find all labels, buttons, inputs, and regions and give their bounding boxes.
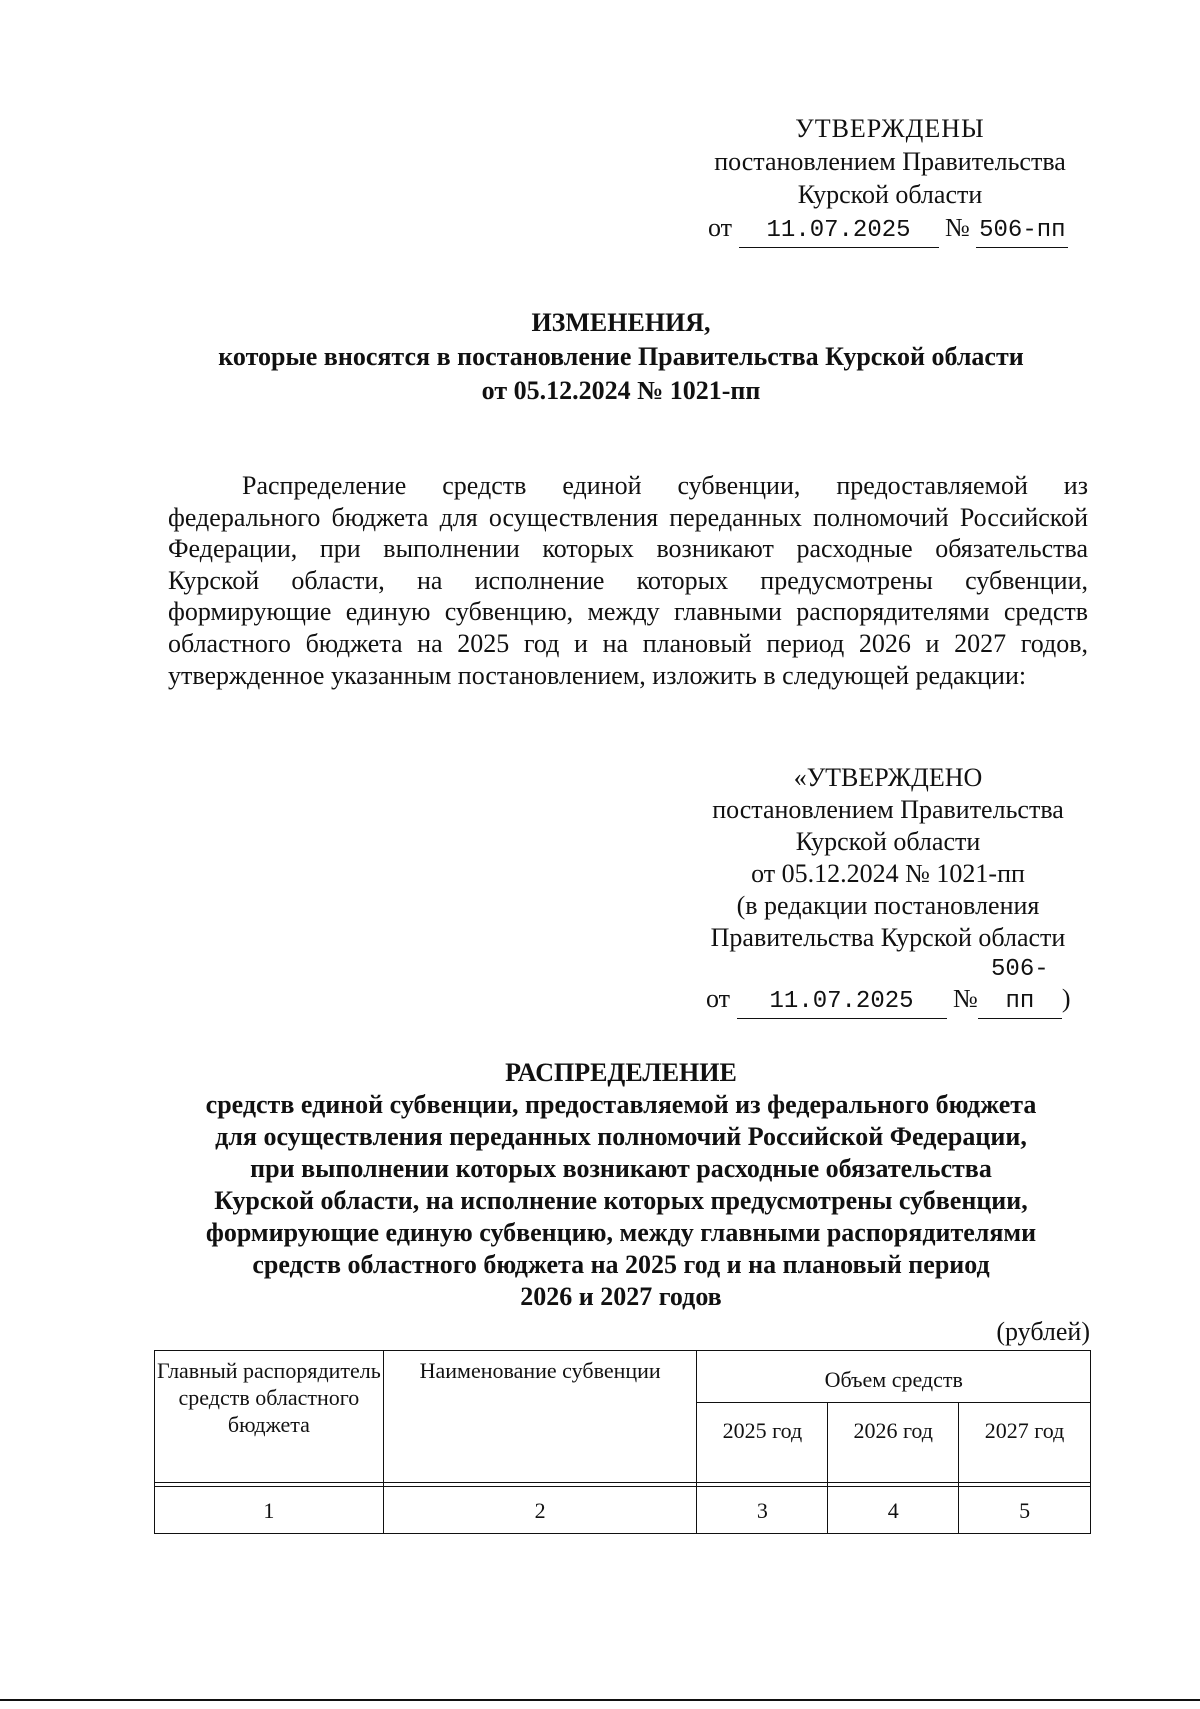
distribution-line-2: для осуществления переданных полномочий Российской Федерации, bbox=[215, 1122, 1027, 1151]
header-year-2026: 2026 год bbox=[828, 1403, 959, 1483]
approval2-line-4: (в редакции постановления bbox=[736, 891, 1040, 920]
header-subvention-name: Наименование субвенции bbox=[383, 1351, 697, 1483]
number-sign: № bbox=[945, 213, 970, 242]
closing-paren: ) bbox=[1061, 984, 1071, 1013]
approval-date-line bbox=[690, 211, 1090, 248]
approval-line-1: постановлением Правительства bbox=[714, 147, 1066, 176]
changes-line-1: которые вносятся в постановление Правительства Курской области bbox=[218, 342, 1024, 371]
approval2-line-5: Правительства Курской области bbox=[710, 923, 1066, 952]
distribution-line-1: средств единой субвенции, предоставляемой из федерального бюджета bbox=[205, 1090, 1037, 1119]
distribution-line-7: 2026 и 2027 годов bbox=[520, 1282, 722, 1311]
distribution-line-5: формирующие единую субвенцию, между главными распорядителями bbox=[205, 1218, 1037, 1247]
changes-heading bbox=[150, 306, 1092, 408]
approval2-number: 506-пп bbox=[978, 954, 1062, 1019]
approval2-line-2: Курской области bbox=[795, 827, 981, 856]
approval-stamp bbox=[690, 112, 1090, 248]
changes-line-2: от 05.12.2024 № 1021-пп bbox=[481, 376, 761, 405]
distribution-table bbox=[154, 1350, 1091, 1534]
header-year-2025: 2025 год bbox=[697, 1403, 828, 1483]
table-cell: 4 bbox=[828, 1487, 959, 1534]
table-cell: 1 bbox=[155, 1487, 384, 1534]
distribution-title: РАСПРЕДЕЛЕНИЕ bbox=[505, 1058, 737, 1087]
unit-label: (рублей) bbox=[996, 1317, 1090, 1346]
changes-title: ИЗМЕНЕНИЯ, bbox=[531, 308, 711, 337]
distribution-line-4: Курской области, на исполнение которых предусмотрены субвенции, bbox=[214, 1186, 1028, 1215]
from-prefix: от bbox=[708, 213, 733, 242]
approval-line-2: Курской области bbox=[797, 180, 983, 209]
approval2-line-3: от 05.12.2024 № 1021-пп bbox=[751, 859, 1025, 888]
table-cell: 3 bbox=[697, 1487, 828, 1534]
from-prefix-2: от bbox=[706, 984, 731, 1013]
approval2-date: 11.07.2025 bbox=[737, 986, 947, 1019]
approval2-date-line bbox=[688, 954, 1088, 1019]
approval2-line-1: постановлением Правительства bbox=[712, 795, 1064, 824]
distribution-line-3: при выполнении которых возникают расходные обязательства bbox=[250, 1154, 992, 1183]
body-paragraph: Распределение средств единой субвенции, предоставляемой из федерального бюджета для осуществления переданных полномочий Российской Федерации, при выполнении которых возникают расходные обязательства Курской области, на исполнение которых предусмотрены субвенции, формирующие единую субвенцию, между главными распорядителями средств областного бюджета на 2025 год и на плановый период 2026 и 2027 годов, утвержденное указанным постановлением, изложить в следующей редакции: bbox=[168, 471, 1088, 690]
number-sign-2: № bbox=[953, 984, 978, 1013]
distribution-heading bbox=[150, 1057, 1092, 1313]
approval-title: УТВЕРЖДЕНЫ bbox=[795, 114, 985, 143]
approval2-title: «УТВЕРЖДЕНО bbox=[793, 763, 983, 792]
header-main-manager: Главный распорядитель средств областного бюджета bbox=[155, 1351, 384, 1483]
table-cell: 2 bbox=[383, 1487, 697, 1534]
approval-block-2 bbox=[688, 762, 1088, 1019]
header-year-2027: 2027 год bbox=[959, 1403, 1091, 1483]
table-row bbox=[155, 1487, 1091, 1534]
table-header-row-1 bbox=[155, 1351, 1091, 1403]
approval-date: 11.07.2025 bbox=[739, 214, 939, 248]
distribution-line-6: средств областного бюджета на 2025 год и на плановый период bbox=[252, 1250, 990, 1279]
approval-number: 506-пп bbox=[976, 214, 1068, 248]
page-bottom-border bbox=[0, 1699, 1200, 1701]
table-cell: 5 bbox=[959, 1487, 1091, 1534]
header-funds-volume: Объем средств bbox=[697, 1351, 1091, 1403]
